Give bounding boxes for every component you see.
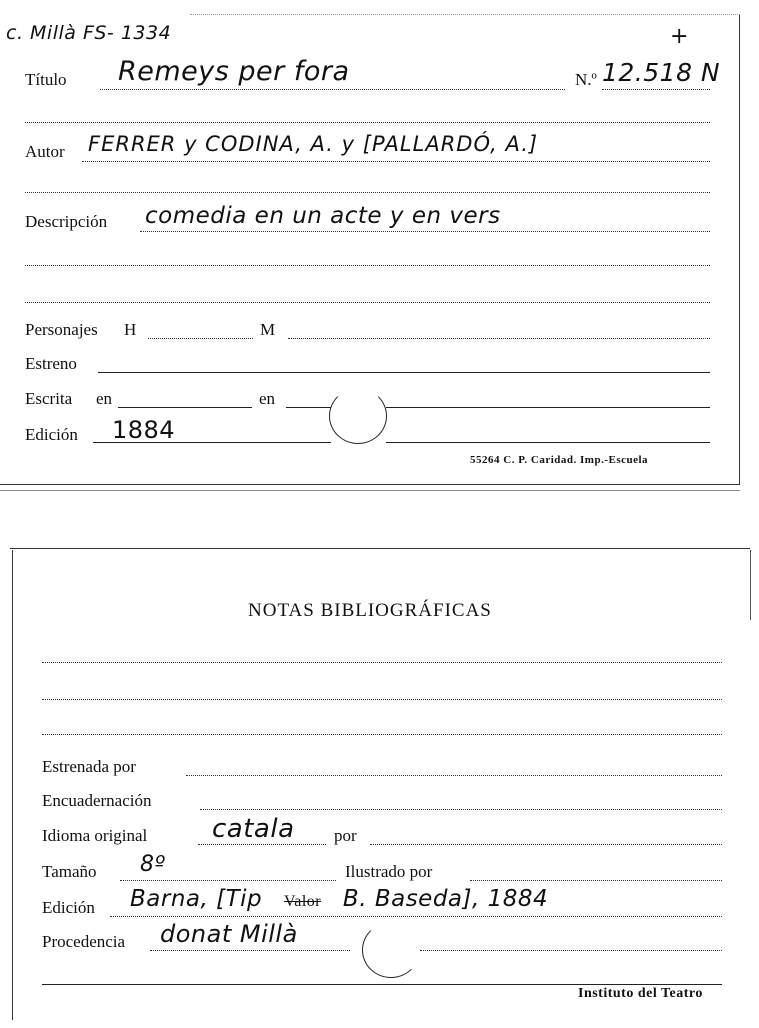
personajes-label: Personajes [25,320,98,339]
titulo-value: Remeys per fora [118,56,350,87]
notes-line-2 [42,699,722,700]
edicion2-value-b: B. Baseda], 1884 [342,886,549,912]
estrenada-label: Estrenada por [42,757,136,776]
edicion2-value-struck: Valor [283,893,322,910]
descripcion-value: comedia en un acte y en vers [145,203,501,229]
blank-line-4 [25,302,710,303]
titulo-label: Título [25,70,67,89]
descripcion-line [140,231,710,232]
en2-label: en [259,389,276,408]
numero-value: 12.518 N [602,58,721,87]
estreno-line [98,372,710,373]
blank-line-2 [25,192,710,193]
numero-label: N.º [575,70,597,89]
descripcion-label: Descripción [25,212,108,231]
edicion2-label: Edición [42,898,95,917]
procedencia-label: Procedencia [42,932,126,951]
autor-line [82,161,710,162]
m-label: M [260,320,276,339]
ilustrado-label: Ilustrado por [345,862,433,881]
punch-hole-2 [362,922,420,978]
card-top-edge [190,14,740,15]
en2-line-b [386,407,710,408]
card2-right-edge [750,550,751,620]
m-line [288,338,710,339]
escrita-label: Escrita [25,389,73,408]
idioma-label: Idioma original [42,826,148,845]
numero-line [602,89,710,90]
en2-line-a [286,407,331,408]
autor-value: FERRER y CODINA, A. y [PALLARDÓ, A.] [88,132,539,156]
notes-line-1 [42,662,722,663]
procedencia-value: donat Millà [160,920,298,948]
encuadernacion-line [200,809,722,810]
idioma-line [198,844,326,845]
top-handwritten-note: c. Millà FS- 1334 [6,22,172,44]
procedencia-line-b [420,950,722,951]
catalog-card-back [0,540,759,1028]
estreno-label: Estreno [25,354,77,373]
blank-line-3 [25,265,710,266]
card-right-edge [739,14,740,484]
tamano-value: 8º [140,852,166,877]
blank-line-1 [25,122,710,123]
notas-heading: NOTAS BIBLIOGRÁFICAS [248,600,492,621]
h-line [148,338,253,339]
edicion2-value [130,886,548,912]
autor-label: Autor [25,142,65,161]
ilustrado-line [470,880,722,881]
punch-hole [329,388,387,444]
tamano-line [120,880,336,881]
por-label: por [334,826,357,845]
edicion-value: 1884 [112,416,176,444]
por-line [370,844,722,845]
titulo-line [100,89,565,90]
bottom-rule [42,984,722,985]
edicion2-line [110,916,722,917]
card2-top-edge [10,548,750,549]
tamano-label: Tamaño [42,862,97,881]
encuadernacion-label: Encuadernación [42,791,152,810]
notes-line-3 [42,734,722,735]
institution-label: Instituto del Teatro [578,986,703,1001]
escrita-line [118,407,252,408]
estrenada-line [186,775,722,776]
edicion-label: Edición [25,425,78,444]
idioma-value: catala [212,814,295,844]
en-label: en [96,389,113,408]
card-bottom-edge-shadow [0,490,740,491]
catalog-card-front [0,0,759,495]
card-bottom-edge [0,484,740,485]
procedencia-line-a [150,950,350,951]
h-label: H [124,320,137,339]
edicion2-value-a: Barna, [Tip [130,886,263,912]
edicion-line-b [386,442,710,443]
printer-note: 55264 C. P. Caridad. Imp.-Escuela [470,454,649,466]
card2-left-edge [12,550,13,1020]
plus-mark: + [670,24,689,49]
